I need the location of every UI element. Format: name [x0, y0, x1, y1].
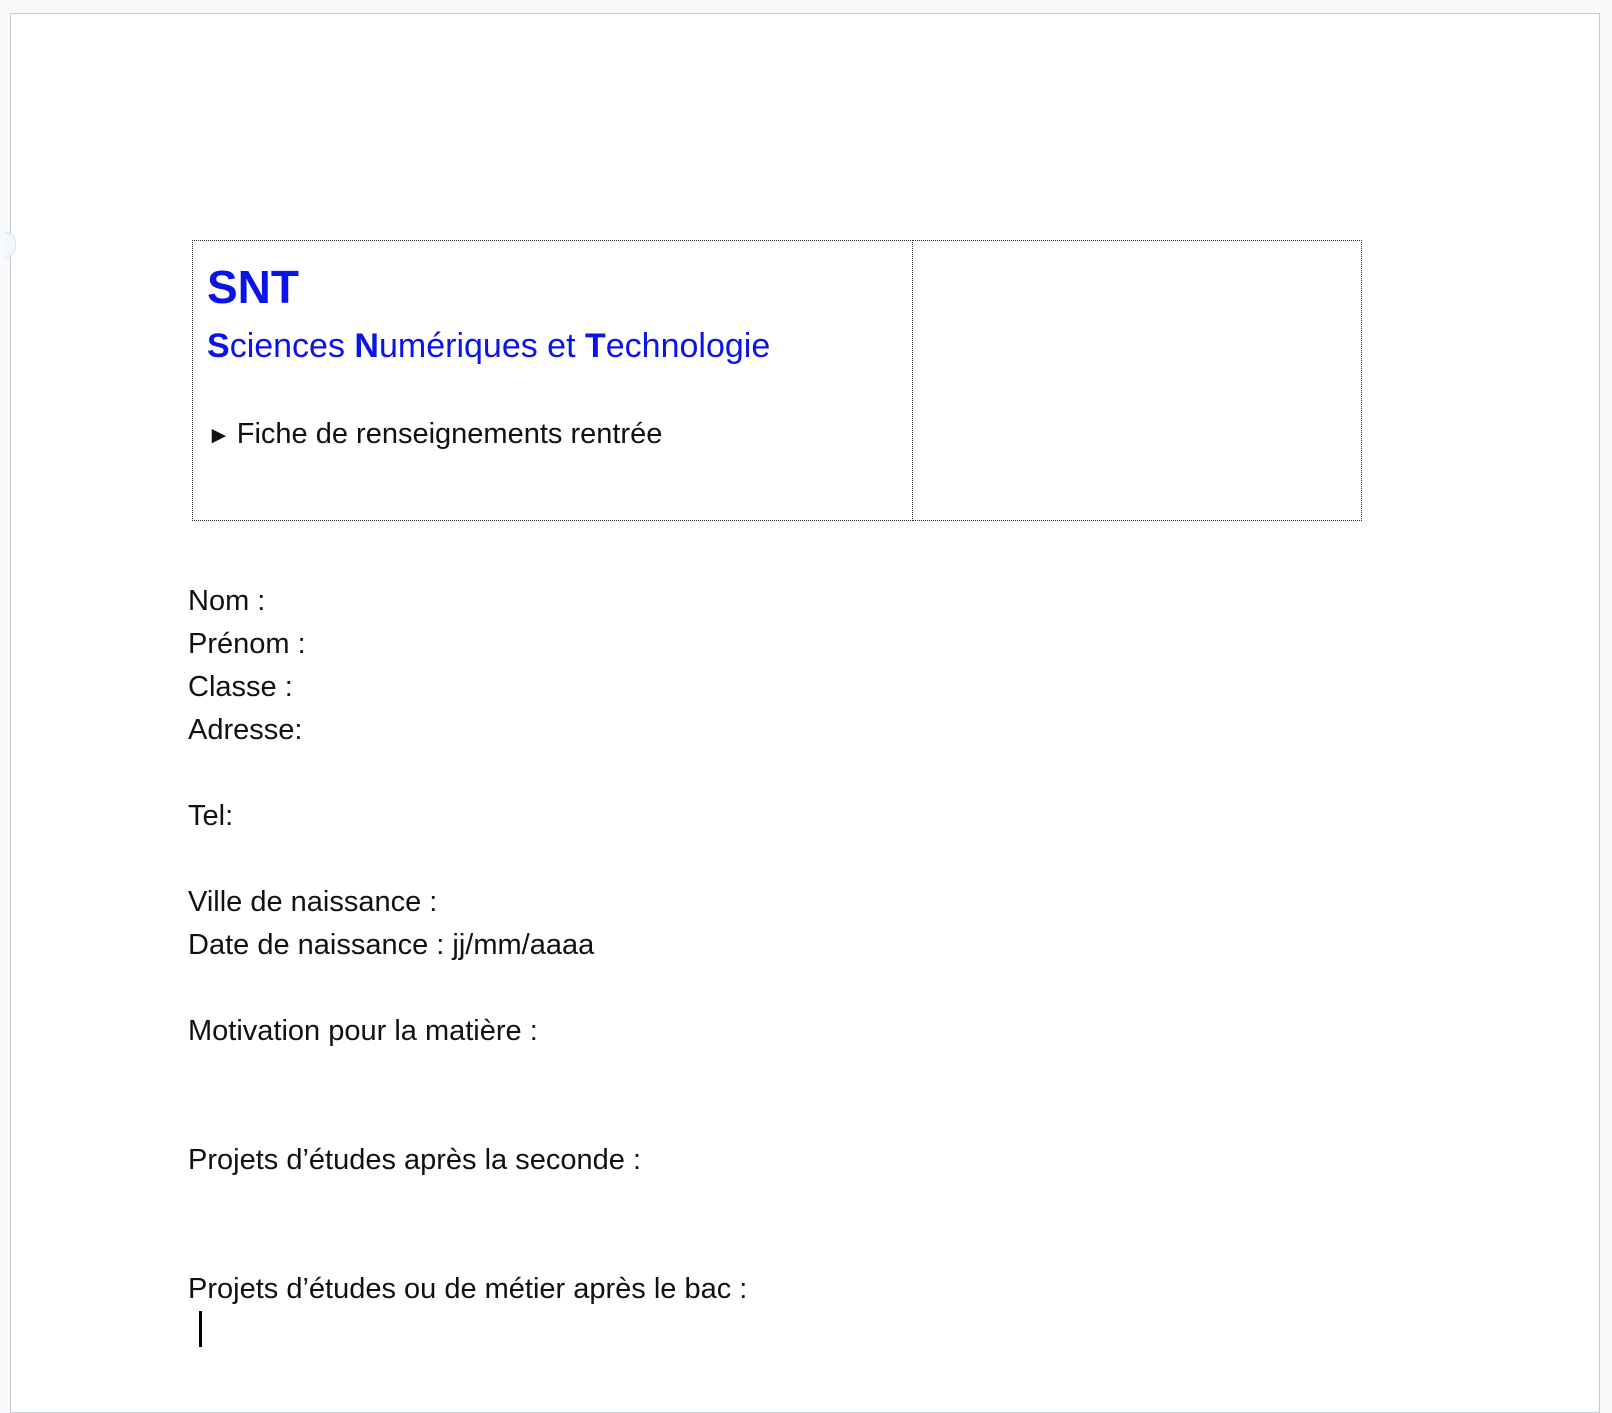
- field-motivation[interactable]: Motivation pour la matière :: [188, 1015, 538, 1047]
- blank-line[interactable]: [188, 752, 747, 795]
- header-table[interactable]: [192, 240, 1362, 521]
- subtitle-initial-t: T: [584, 326, 606, 365]
- triangle-right-icon: ►: [207, 421, 231, 449]
- field-projets-bac[interactable]: Projets d’études ou de métier après le bac :: [188, 1273, 748, 1305]
- blank-lines[interactable]: [188, 1053, 747, 1139]
- field-adresse[interactable]: Adresse:: [188, 714, 303, 746]
- field-projets-seconde[interactable]: Projets d’études après la seconde :: [188, 1144, 641, 1176]
- field-classe[interactable]: Classe :: [188, 671, 293, 703]
- blank-lines[interactable]: [188, 1182, 747, 1268]
- field-nom[interactable]: Nom :: [188, 585, 266, 617]
- field-ville-naissance[interactable]: Ville de naissance :: [188, 886, 438, 918]
- text-cursor: [199, 1311, 202, 1347]
- tagline-text: Fiche de renseignements rentrée: [236, 417, 663, 450]
- header-right-cell[interactable]: [913, 241, 1362, 521]
- blank-line[interactable]: [188, 967, 747, 1010]
- field-date-naissance[interactable]: Date de naissance : jj/mm/aaaa: [188, 929, 595, 961]
- document-subtitle[interactable]: [207, 326, 912, 367]
- subtitle-initial-n: N: [354, 326, 379, 365]
- field-tel[interactable]: Tel:: [188, 800, 234, 832]
- blank-line[interactable]: [188, 838, 747, 881]
- header-left-cell[interactable]: [193, 241, 913, 521]
- field-prenom[interactable]: Prénom :: [188, 628, 306, 660]
- subtitle-text-s: ciences: [229, 326, 355, 365]
- subtitle-text-n: umériques et: [378, 326, 585, 365]
- subtitle-text-t: echnologie: [605, 326, 771, 365]
- subtitle-initial-s: S: [207, 326, 230, 365]
- form-body[interactable]: [188, 580, 747, 1311]
- document-tagline[interactable]: [207, 417, 912, 452]
- page-edge-marker: [5, 232, 16, 258]
- document-title[interactable]: SNT: [207, 261, 299, 313]
